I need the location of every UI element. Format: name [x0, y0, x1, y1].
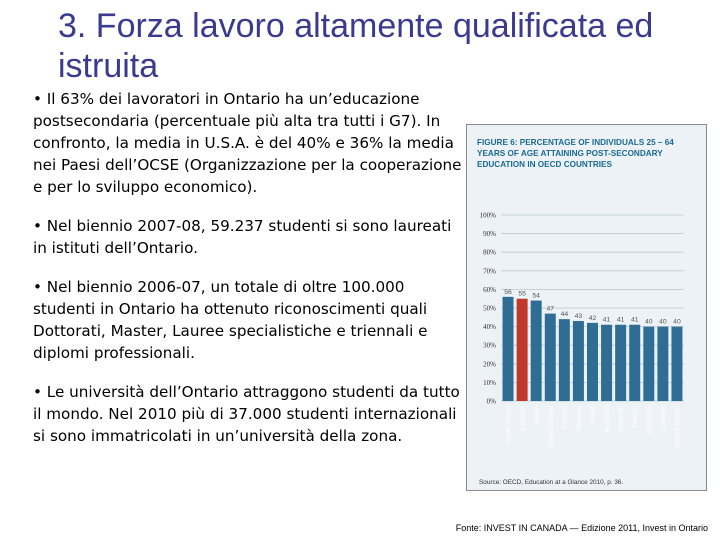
- bar: [657, 327, 668, 401]
- bar: [601, 325, 612, 401]
- data-label: 40: [659, 318, 667, 326]
- footer-source: Fonte: INVEST IN CANADA — Edizione 2011, Invest in Ontario: [455, 523, 708, 533]
- y-tick-label: 10%: [483, 378, 496, 387]
- data-label: 40: [645, 318, 653, 326]
- data-label: 41: [616, 316, 625, 324]
- category-label: Finland: [561, 406, 569, 429]
- bar: [559, 319, 570, 401]
- bullet-item: • Il 63% dei lavoratori in Ontario ha un’educazione postsecondaria (percentuale più alta tra tutti i G7). In confronto, la media in U.S.A. è del 40% e 36% la media nei Paesi dell’OCSE (Organizzazione per la cooperazione e per lo sviluppo economico).: [33, 90, 462, 196]
- category-label: Japan: [533, 406, 541, 426]
- category-label: Australia: [604, 406, 612, 434]
- bar: [643, 327, 654, 401]
- bar: [671, 327, 682, 401]
- category-label: Norway: [575, 406, 583, 430]
- bar: [503, 297, 514, 401]
- bullet-item: • Nel biennio 2006-07, un totale di oltre 100.000 studenti in Ontario ha ottenuto riconoscimenti quali Dottorati, Master, Lauree specialistiche e triennali e diplomi professionali.: [33, 278, 428, 362]
- slide-title: 3. Forza lavoro altamente qualificata ed istruita: [58, 7, 654, 85]
- category-label: Sweden: [660, 406, 668, 432]
- y-tick-label: 80%: [483, 248, 496, 257]
- y-tick-label: 50%: [483, 304, 496, 313]
- y-tick-label: 60%: [483, 285, 496, 294]
- y-tick-label: 40%: [483, 323, 496, 332]
- category-label: Denmark: [646, 406, 654, 435]
- chart-panel: [466, 124, 707, 491]
- data-label: 47: [546, 305, 555, 313]
- bar: [545, 314, 556, 401]
- chart-source: Source: OECD, Education at a Glance 2010, p. 36.: [479, 479, 624, 486]
- category-label: France: [632, 406, 640, 428]
- bar: [615, 325, 626, 401]
- data-label: 41: [602, 316, 611, 324]
- bar-chart: [467, 203, 706, 475]
- category-label: Israel: [590, 406, 597, 424]
- bar: [517, 299, 528, 401]
- data-label: 42: [588, 314, 597, 322]
- data-label: 44: [560, 311, 569, 319]
- y-tick-label: 100%: [479, 211, 496, 220]
- chart-title: FIGURE 6: PERCENTAGE OF INDIVIDUALS 25 – 64 YEARS OF AGE ATTAINING POST-SECONDARY EDUCATION IN OECD COUNTRIES: [477, 138, 674, 169]
- category-label: Belgium: [618, 406, 626, 432]
- y-tick-label: 0%: [486, 397, 496, 406]
- bar: [531, 301, 542, 401]
- data-label: 56: [504, 288, 512, 296]
- y-tick-label: 30%: [483, 341, 496, 350]
- bar: [629, 325, 640, 401]
- y-tick-label: 70%: [483, 267, 496, 276]
- bullet-list: [33, 88, 465, 447]
- y-tick-label: 20%: [483, 360, 496, 369]
- data-label: 41: [630, 316, 639, 324]
- data-label: 55: [518, 290, 526, 298]
- bullet-item: • Nel biennio 2007-08, 59.237 studenti si sono laureati in istituti dell’Ontario.: [33, 217, 452, 257]
- bar: [587, 323, 598, 401]
- data-label: 54: [532, 292, 540, 300]
- bar: [573, 321, 584, 401]
- data-label: 43: [574, 313, 583, 321]
- y-tick-label: 90%: [483, 230, 496, 239]
- category-label: United States: [674, 406, 682, 449]
- category-label: Canada: [519, 406, 527, 431]
- category-label: South Korea: [505, 406, 513, 445]
- bullet-item: • Le università dell’Ontario attraggono studenti da tutto il mondo. Nel 2010 più di 37.000 studenti internazionali si sono immatricolati in un’università della zona.: [33, 383, 460, 445]
- category-label: New Zealand: [547, 406, 555, 448]
- data-label: 40: [673, 318, 681, 326]
